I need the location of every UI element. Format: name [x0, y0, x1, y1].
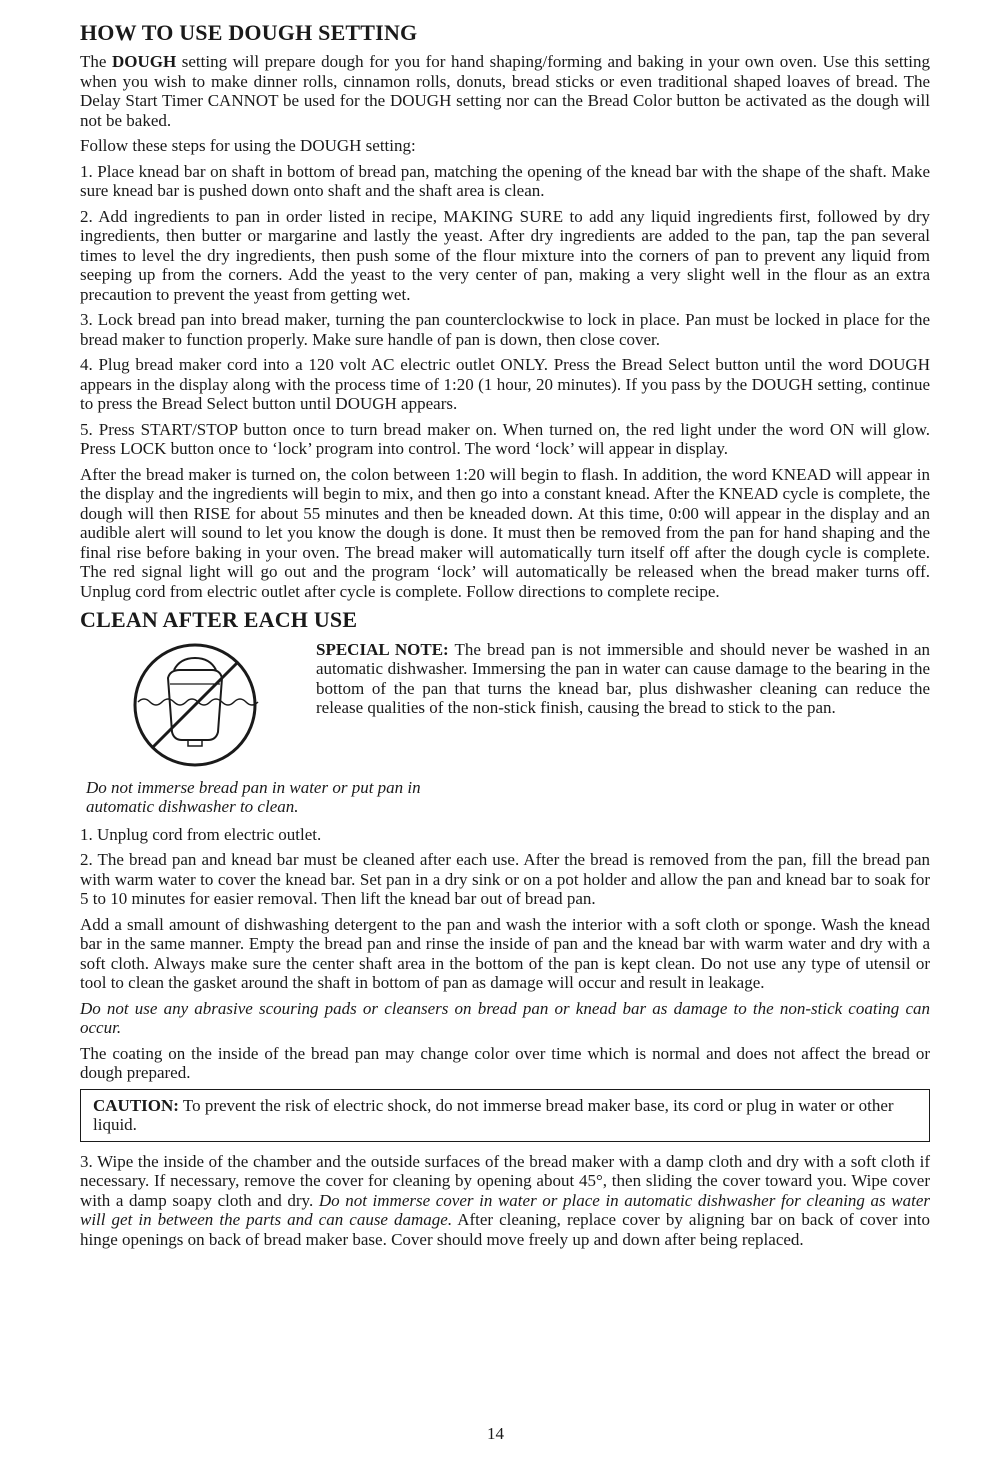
special-note-label: SPECIAL NOTE:	[316, 639, 449, 659]
dough-step-2: 2. Add ingredients to pan in order listed in recipe, MAKING SURE to add any liquid ingredients first, followed by dry ingredients, then butter or margarine and lastly the yeast. After dry ingredients are added to the pan, tap the pan several times to level the dry ingredients, then push some of the flour mixture into the corners of pan to prevent any liquid from seeping up from the corners. Add the yeast to the very center of pan, making a very slight well in the flour as an extra precaution to prevent the yeast from getting wet.	[80, 206, 930, 304]
after-turned-on: After the bread maker is turned on, the colon between 1:20 will begin to flash. In addition, the word KNEAD will appear in the display and the ingredients will begin to mix, and then go into a constant knead. After the KNEAD cycle is complete, the dough will then RISE for about 55 minutes and then be kneaded down. At this time, 0:00 will appear in the display and an audible alert will sound to let you know the dough is done. It must then be removed from the pan for hand shaping and the final rise before baking in your oven. The bread maker will automatically turn itself off after the dough cycle is complete. The red signal light will go out and the program ‘lock’ will automatically be released when the bread maker turns off. Unplug cord from electric outlet after cycle is complete. Follow directions to complete recipe.	[80, 464, 930, 601]
clean-step-2: 2. The bread pan and knead bar must be cleaned after each use. After the bread is removed from the pan, fill the bread pan with warm water to cover the knead bar. Set pan in a dry sink or on a pot holder and allow the pan and knead bar to soak for 5 to 10 minutes for easier removal. Then lift the knead bar out of bread pan.	[80, 850, 930, 909]
clean-step-1: 1. Unplug cord from electric outlet.	[80, 824, 322, 844]
intro-start: The	[80, 52, 112, 72]
dough-intro	[80, 52, 930, 130]
coating-note: The coating on the inside of the bread pan may change color over time which is normal and does not affect the bread or dough prepared.	[80, 1043, 930, 1083]
dough-step-4: 4. Plug bread maker cord into a 120 volt AC electric outlet ONLY. Press the Bread Select button until the word DOUGH appears in the display along with the process time of 1:20 (1 hour, 20 minutes). If you pass by the DOUGH setting, continue to press the Bread Select button until DOUGH appears.	[80, 355, 930, 414]
step3-end: After cleaning, replace cover by aligning bar on back of cover into hinge openings on back of bread maker base. Cover should move freely up and down after being replaced.	[80, 1210, 931, 1249]
page-content	[80, 20, 930, 1255]
caution-text: To prevent the risk of electric shock, do not immerse bread maker base, its cord or plug in water or other liquid.	[93, 1095, 894, 1135]
step3-start: 3. Wipe the inside of the chamber and the outside surfaces of the bread maker with a damp cloth and dry with a soft cloth if necessary. If necessary, remove the cover for cleaning by opening about 45°, then sliding the cover toward you. Wipe cover with a damp soapy cloth and dry.	[80, 1151, 930, 1210]
dough-step-5: 5. Press START/STOP button once to turn bread maker on. When turned on, the red light under the word ON will glow. Press LOCK button once to ‘lock’ program into control. The word ‘lock’ will appear in display.	[80, 419, 930, 459]
special-note	[316, 640, 930, 762]
step3-italic: Do not immerse cover in water or place in automatic dishwasher for cleaning as water will get in between the parts and can cause damage.	[80, 1190, 930, 1230]
special-note-row	[80, 640, 930, 770]
page-number: 14	[487, 1424, 504, 1443]
caution-box	[80, 1089, 930, 1142]
heading-dough-setting: HOW TO USE DOUGH SETTING	[80, 20, 418, 45]
no-immerse-icon	[130, 640, 260, 770]
abrasive-warning: Do not use any abrasive scouring pads or cleansers on bread pan or knead bar as damage to the non-stick coating can occur.	[80, 998, 930, 1038]
intro-bold: DOUGH	[111, 52, 177, 72]
dough-step-1: 1. Place knead bar on shaft in bottom of bread pan, matching the opening of the knead bar with the shape of the shaft. Make sure knead bar is pushed down onto shaft and the shaft area is clean.	[80, 161, 930, 201]
intro-rest: setting will prepare dough for you for hand shaping/forming and baking in your own oven. Use this setting when you wish to make dinner rolls, cinnamon rolls, donuts, bread sticks or even traditional shaped loaves of bread. The Delay Start Timer CANNOT be used for the DOUGH setting nor can the Bread Color button be activated as the dough will not be baked.	[80, 52, 930, 130]
heading-clean: CLEAN AFTER EACH USE	[80, 607, 358, 633]
detergent-paragraph: Add a small amount of dishwashing detergent to the pan and wash the interior with a soft cloth or sponge. Wash the knead bar in the same manner. Empty the bread pan and rinse the inside of pan and the knead bar with warm water and dry with a soft cloth. Always make sure the center shaft area in the bottom of the pan is kept clean. Do not use any type of utensil or tool to clean the gasket around the shaft in bottom of pan as damage will occur and result in leakage.	[80, 914, 930, 993]
clean-step-3	[80, 1152, 930, 1250]
special-note-text: The bread pan is not immersible and should never be washed in an automatic dishwasher. Immersing the pan in water can cause damage to the bearing in the bottom of the pan that turns the knead bar, plus dishwasher cleaning can reduce the release qualities of the non-stick finish, causing the bread to stick to the pan.	[316, 639, 930, 718]
no-immerse-figure	[80, 640, 316, 770]
figure-caption: Do not immerse bread pan in water or put pan in automatic dishwasher to clean.	[86, 777, 421, 817]
dough-step-3: 3. Lock bread pan into bread maker, turning the pan counterclockwise to lock in place. Pan must be locked in place for the bread maker to function properly. Make sure handle of pan is down, then close cover.	[80, 310, 930, 349]
caution-label: CAUTION:	[93, 1095, 179, 1115]
follow-steps: Follow these steps for using the DOUGH setting:	[80, 136, 416, 156]
